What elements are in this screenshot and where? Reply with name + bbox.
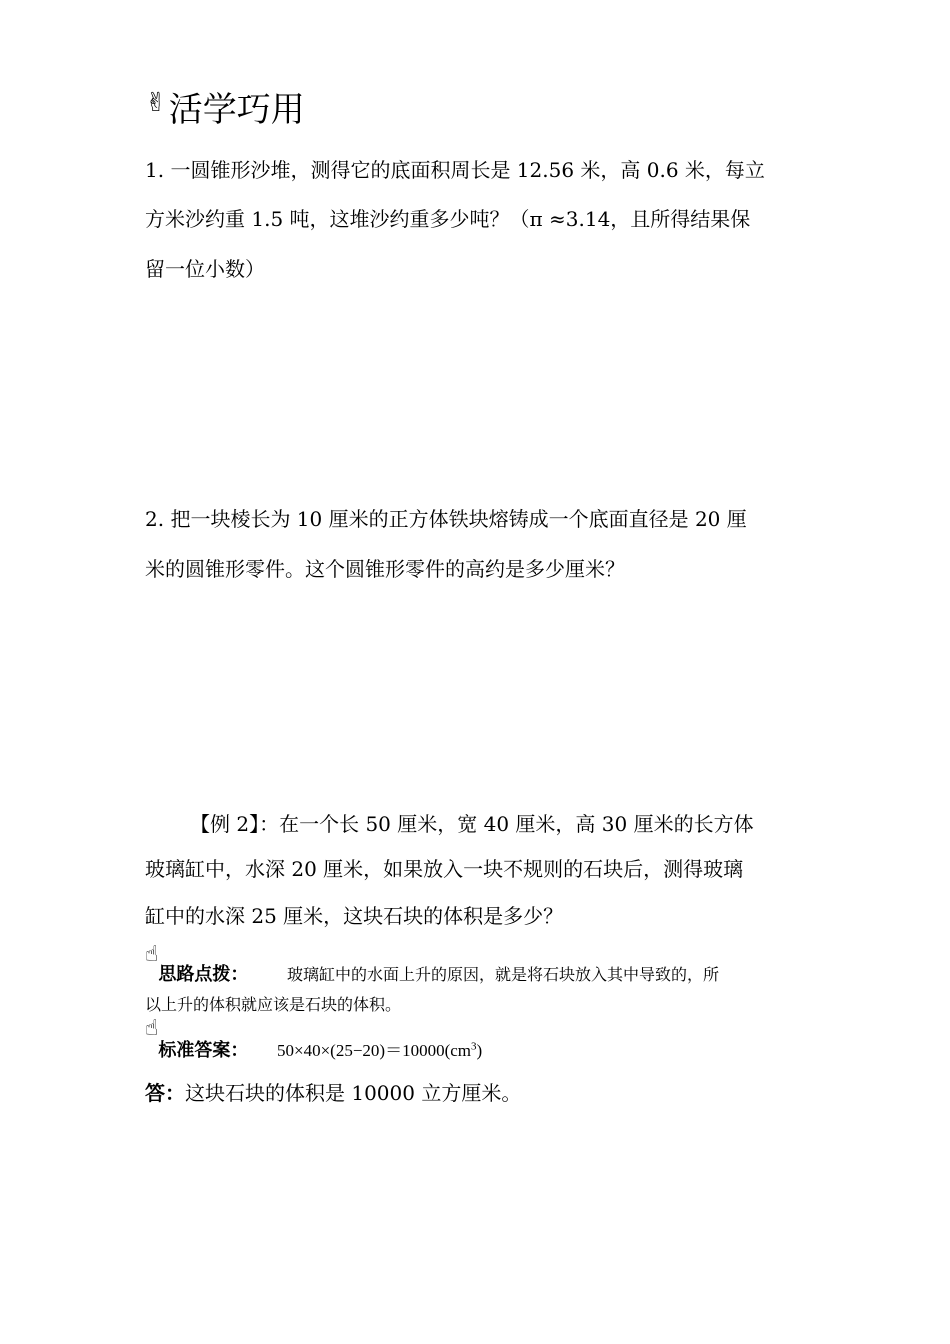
example-2-line-3: 缸中的水深 25 厘米，这块石块的体积是多少？ [145,904,564,928]
hint-label: 思路点拨： [158,964,249,985]
problem-1-line-2: 方米沙约重 1.5 吨，这堆沙约重多少吨？（π ≈3.14，且所得结果保 [145,207,751,231]
pointing-hand-icon: ☝ [145,942,159,967]
hint-line-2: 以上升的体积就应该是石块的体积。 [145,995,402,1014]
final-answer-text: 这块石块的体积是 10000 立方厘米。 [185,1081,522,1105]
problem-2-line-2: 米的圆锥形零件。这个圆锥形零件的高约是多少厘米？ [145,557,625,581]
hint-line-1: 玻璃缸中的水面上升的原因，就是将石块放入其中导致的，所 [287,965,720,984]
standard-answer-formula [277,1036,482,1061]
final-answer [145,1079,521,1107]
victory-hand-icon: ✌ [145,88,167,118]
hint-block [145,942,249,985]
pointing-hand-icon: ☝ [145,1016,159,1041]
example-2-line-2: 玻璃缸中，水深 20 厘米，如果放入一块不规则的石块后，测得玻璃 [145,857,744,881]
section-heading-text: 活学巧用 [168,90,305,130]
problem-1-line-3: 留一位小数） [145,257,265,281]
formula-close: ) [476,1041,483,1060]
problem-2-line-1: 2. 把一块棱长为 10 厘米的正方体铁块熔铸成一个底面直径是 20 厘 [145,507,747,531]
formula-exponent: 3 [471,1040,477,1053]
example-2-line-1: 【例 2】：在一个长 50 厘米，宽 40 厘米，高 30 厘米的长方体 [190,812,754,836]
final-answer-label: 答： [145,1081,185,1105]
section-heading [145,88,305,132]
standard-answer-label: 标准答案： [158,1040,249,1061]
problem-1-line-1: 1. 一圆锥形沙堆，测得它的底面积周长是 12.56 米，高 0.6 米，每立 [145,158,765,182]
standard-answer-block [145,1016,249,1061]
formula-main: 50×40×(25−20)＝10000(cm [277,1041,472,1060]
